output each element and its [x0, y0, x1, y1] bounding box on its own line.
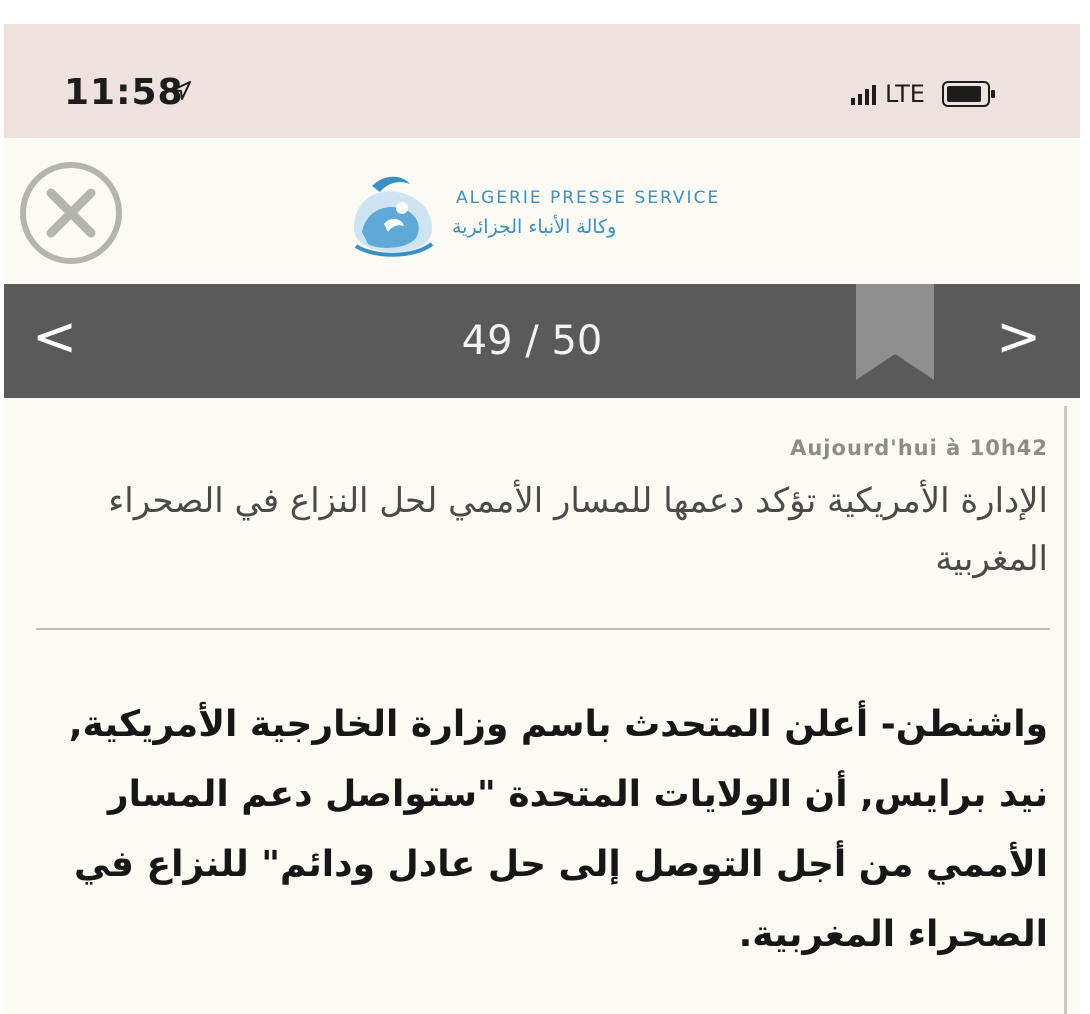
battery-icon: [942, 80, 998, 108]
previous-article-button[interactable]: <: [32, 305, 78, 368]
network-type: LTE: [885, 80, 925, 108]
scroll-indicator[interactable]: [1064, 406, 1067, 1014]
status-time: 11:58: [64, 72, 184, 113]
article-timestamp: Aujourd'hui à 10h42: [790, 436, 1048, 460]
aps-logo-icon: [344, 166, 444, 258]
article-content: [4, 398, 1080, 1014]
article-nav-bar: [4, 284, 1080, 398]
logo-text-ar: وكالة الأنباء الجزائرية: [452, 216, 617, 238]
next-article-button[interactable]: >: [996, 305, 1042, 368]
status-bar: [4, 24, 1080, 138]
signal-icon: [850, 84, 878, 106]
app-screen: [4, 24, 1080, 1014]
app-header: [4, 138, 1080, 284]
location-arrow-icon: [170, 80, 192, 102]
close-icon[interactable]: [18, 160, 124, 266]
article-body: واشنطن- أعلن المتحدث باسم وزارة الخارجية الأمريكية, نيد برايس, أن الولايات المتحدة "ستواصل دعم المسار الأممي من أجل التوصل إلى حل عادل ودائم" للنزاع في الصحراء المغربية.: [68, 704, 1048, 955]
bookmark-icon[interactable]: [856, 284, 934, 380]
article-headline: الإدارة الأمريكية تؤكد دعمها للمسار الأممي لحل النزاع في الصحراء المغربية: [108, 481, 1048, 579]
divider: [36, 628, 1050, 630]
page-counter-text: 49 / 50: [461, 318, 603, 364]
logo-text-en: ALGERIE PRESSE SERVICE: [456, 188, 721, 208]
